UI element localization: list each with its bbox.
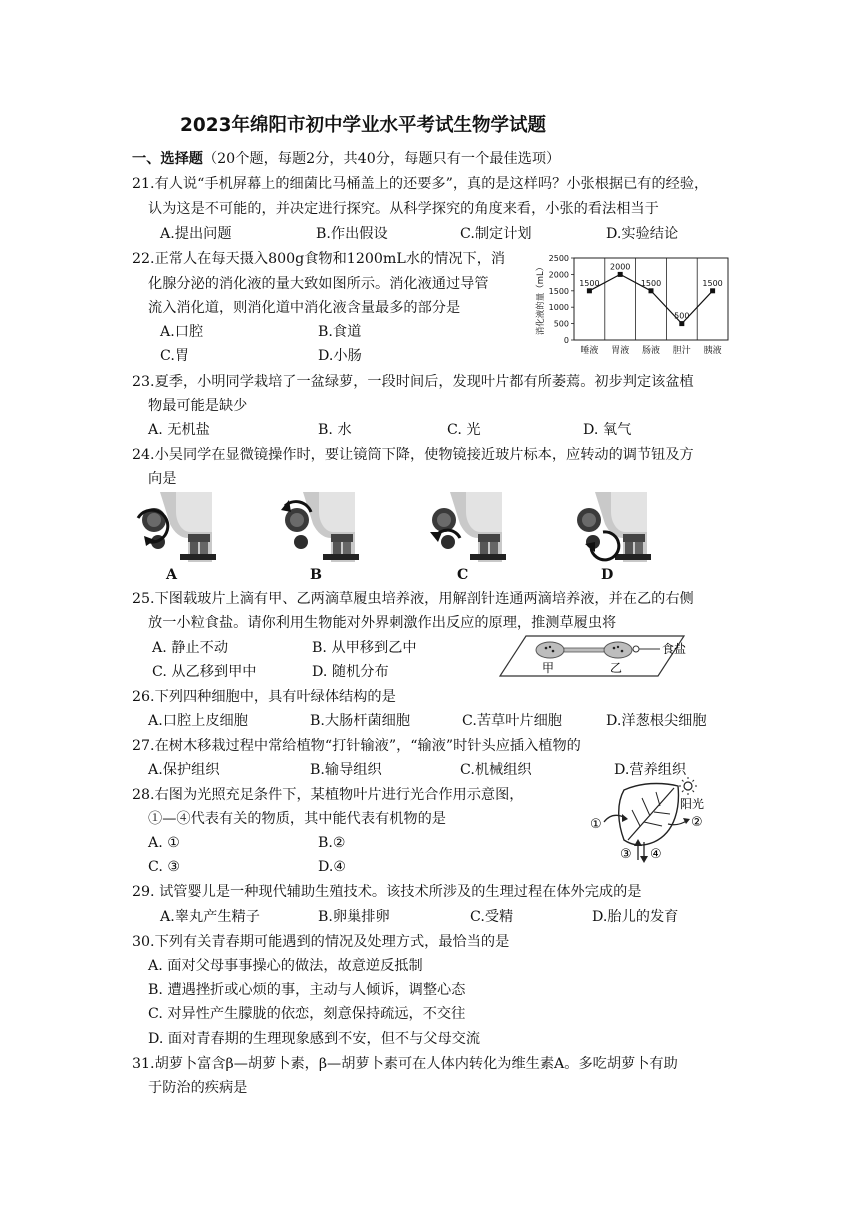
y-tick-label: 2500 bbox=[548, 254, 569, 263]
data-label: 1500 bbox=[579, 278, 600, 288]
slide-figure bbox=[498, 632, 708, 680]
q27-option-b: B.输导组织 bbox=[310, 762, 382, 778]
q24-figure-label-b: B bbox=[310, 567, 322, 583]
q25-option-b: B. 从甲移到乙中 bbox=[312, 640, 417, 656]
data-label: 2000 bbox=[610, 262, 631, 272]
q25-stem-line1: 25.下图载玻片上滴有甲、乙两滴草履虫培养液，用解剖针连通两滴培养液，并在乙的右侧 bbox=[132, 591, 694, 607]
data-point bbox=[710, 288, 715, 293]
q28-option-c: C. ③ bbox=[148, 859, 181, 875]
substance-2-label: ② bbox=[691, 815, 703, 830]
q22-option-c: C.胃 bbox=[160, 348, 190, 364]
q23-option-b: B. 水 bbox=[318, 422, 352, 438]
data-label: 500 bbox=[674, 311, 690, 321]
q22-option-d: D.小肠 bbox=[318, 348, 362, 364]
q30-option-d: D. 面对青春期的生理现象感到不安，但不与父母交流 bbox=[148, 1031, 481, 1047]
data-point bbox=[679, 321, 684, 326]
data-label: 1500 bbox=[640, 278, 662, 288]
q27-option-c: C.机械组织 bbox=[460, 762, 532, 778]
q29-option-a: A.睾丸产生精子 bbox=[160, 909, 260, 925]
q28-stem-line2: ①—④代表有关的物质，其中能代表有机物的是 bbox=[148, 811, 446, 827]
page-title: 2023年绵阳市初中学业水平考试生物学试题 bbox=[180, 115, 546, 136]
q22-stem-line2: 化腺分泌的消化液的量大致如图所示。消化液通过导管 bbox=[148, 276, 489, 292]
data-label: 1500 bbox=[702, 278, 723, 288]
q26-option-b: B.大肠杆菌细胞 bbox=[310, 713, 411, 729]
q27-option-a: A.保护组织 bbox=[148, 762, 220, 778]
q22-option-b: B.食道 bbox=[318, 324, 362, 340]
q23-option-a: A. 无机盐 bbox=[148, 422, 210, 438]
q22-stem-line1: 22.正常人在每天摄入800g食物和1200mL水的情况下，消 bbox=[132, 251, 506, 267]
substance-4-label: ④ bbox=[650, 847, 662, 862]
q29-stem: 29. 试管婴儿是一种现代辅助生殖技术。该技术所涉及的生理过程在体外完成的是 bbox=[132, 884, 642, 900]
microscope-figure-c bbox=[420, 492, 506, 562]
q30-option-c: C. 对异性产生朦胧的依恋，刻意保持疏远，不交往 bbox=[148, 1006, 466, 1022]
drop-jia-label: 甲 bbox=[542, 661, 555, 675]
q24-figure-label-a: A bbox=[166, 567, 178, 583]
q23-option-c: C. 光 bbox=[447, 422, 481, 438]
q21-stem-line1: 21.有人说“手机屏幕上的细菌比马桶盖上的还要多”，真的是这样吗？小张根据已有的经验， bbox=[132, 176, 709, 192]
y-tick-label: 0 bbox=[563, 336, 569, 345]
q25-option-c: C. 从乙移到甲中 bbox=[152, 664, 257, 680]
x-category-label: 胃液 bbox=[611, 346, 630, 356]
q25-option-d: D. 随机分布 bbox=[312, 664, 389, 680]
section-heading bbox=[132, 150, 560, 168]
q27-stem: 27.在树木移栽过程中常给植物“打针输液”，“输液”时针头应插入植物的 bbox=[132, 738, 581, 754]
q30-option-b: B. 遭遇挫折或心烦的事，主动与人倾诉，调整心态 bbox=[148, 982, 466, 998]
digestive-juice-chart bbox=[532, 252, 732, 358]
data-point bbox=[587, 288, 592, 293]
q26-option-c: C.苦草叶片细胞 bbox=[462, 713, 562, 729]
drop-jia bbox=[536, 642, 564, 658]
q30-option-a: A. 面对父母事事操心的做法，故意逆反抵制 bbox=[148, 958, 423, 974]
q21-option-c: C.制定计划 bbox=[460, 226, 532, 242]
data-point bbox=[618, 272, 623, 277]
q29-option-b: B.卵巢排卵 bbox=[318, 909, 390, 925]
q26-option-a: A.口腔上皮细胞 bbox=[148, 713, 248, 729]
q22-option-a: A.口腔 bbox=[160, 324, 204, 340]
q24-stem-line1: 24.小吴同学在显微镜操作时，要让镜筒下降，使物镜接近玻片标本，应转动的调节钮及方 bbox=[132, 447, 694, 463]
substance-1-label: ① bbox=[590, 817, 602, 832]
microscope-figure-b bbox=[273, 492, 359, 562]
q28-stem-line1: 28.右图为光照充足条件下，某植物叶片进行光合作用示意图， bbox=[132, 787, 524, 803]
q21-stem-line2: 认为这是不可能的，并决定进行探究。从科学探究的角度来看，小张的看法相当于 bbox=[148, 201, 659, 217]
q31-stem-line1: 31.胡萝卜富含β—胡萝卜素，β—胡萝卜素可在人体内转化为维生素A。多吃胡萝卜有助 bbox=[132, 1056, 678, 1072]
q24-figure-label-c: C bbox=[457, 567, 469, 583]
y-tick-label: 1000 bbox=[548, 303, 569, 313]
drop-yi bbox=[604, 642, 632, 658]
q24-stem-line2: 向是 bbox=[148, 471, 177, 487]
connecting-channel bbox=[564, 648, 604, 652]
microscope-figure-d bbox=[565, 492, 651, 562]
q26-stem: 26.下列四种细胞中，具有叶绿体结构的是 bbox=[132, 689, 396, 705]
microscope-figure-a bbox=[130, 492, 216, 562]
q21-option-d: D.实验结论 bbox=[606, 226, 679, 242]
q31-stem-line2: 于防治的疾病是 bbox=[148, 1080, 248, 1096]
q27-option-d: D.营养组织 bbox=[614, 762, 687, 778]
sun-icon bbox=[679, 777, 697, 795]
q26-option-d: D.洋葱根尖细胞 bbox=[606, 713, 707, 729]
x-category-label: 胰液 bbox=[703, 346, 722, 356]
q23-stem-line2: 物最可能是缺少 bbox=[148, 398, 248, 414]
y-tick-label: 2000 bbox=[548, 270, 569, 280]
q23-stem-line1: 23.夏季，小明同学栽培了一盆绿萝，一段时间后，发现叶片都有所萎蔫。初步判定该盆植 bbox=[132, 374, 694, 390]
q23-option-d: D. 氧气 bbox=[583, 422, 632, 438]
glass-slide bbox=[500, 636, 687, 676]
q22-stem-line3: 流入消化道，则消化道中消化液含量最多的部分是 bbox=[148, 300, 461, 316]
substance-3-label: ③ bbox=[620, 847, 632, 862]
q24-figure-label-d: D bbox=[601, 567, 614, 583]
q29-option-d: D.胎儿的发育 bbox=[592, 909, 679, 925]
q28-option-a: A. ① bbox=[148, 835, 180, 851]
y-axis-label: 消化液的量（mL） bbox=[536, 262, 546, 336]
q25-stem-line2: 放一小粒食盐。请你利用生物能对外界刺激作出反应的原理，推测草履虫将 bbox=[148, 615, 617, 631]
y-tick-label: 500 bbox=[553, 319, 569, 329]
x-category-label: 唾液 bbox=[580, 346, 599, 356]
q21-option-a: A.提出问题 bbox=[160, 226, 232, 242]
section-note: （20个题，每题2分，共40分，每题只有一个最佳选项） bbox=[202, 151, 561, 167]
q29-option-c: C.受精 bbox=[470, 909, 514, 925]
y-tick-label: 1500 bbox=[548, 286, 569, 296]
q25-option-a: A. 静止不动 bbox=[152, 640, 229, 656]
q21-option-b: B.作出假设 bbox=[316, 226, 388, 242]
leaf-photosynthesis-figure bbox=[584, 776, 714, 864]
x-category-label: 胆汁 bbox=[672, 346, 691, 356]
drop-yi-label: 乙 bbox=[610, 661, 623, 675]
q30-stem: 30.下列有关青春期可能遇到的情况及处理方式，最恰当的是 bbox=[132, 934, 510, 950]
salt-grain bbox=[633, 646, 639, 652]
section-heading-label: 一、选择题 bbox=[132, 151, 203, 167]
q28-option-b: B.② bbox=[318, 835, 346, 851]
salt-label: 食盐 bbox=[662, 642, 687, 656]
x-category-label: 肠液 bbox=[641, 346, 661, 356]
q28-option-d: D.④ bbox=[318, 859, 347, 875]
sunlight-label: 阳光 bbox=[680, 797, 705, 811]
data-point bbox=[649, 288, 654, 293]
